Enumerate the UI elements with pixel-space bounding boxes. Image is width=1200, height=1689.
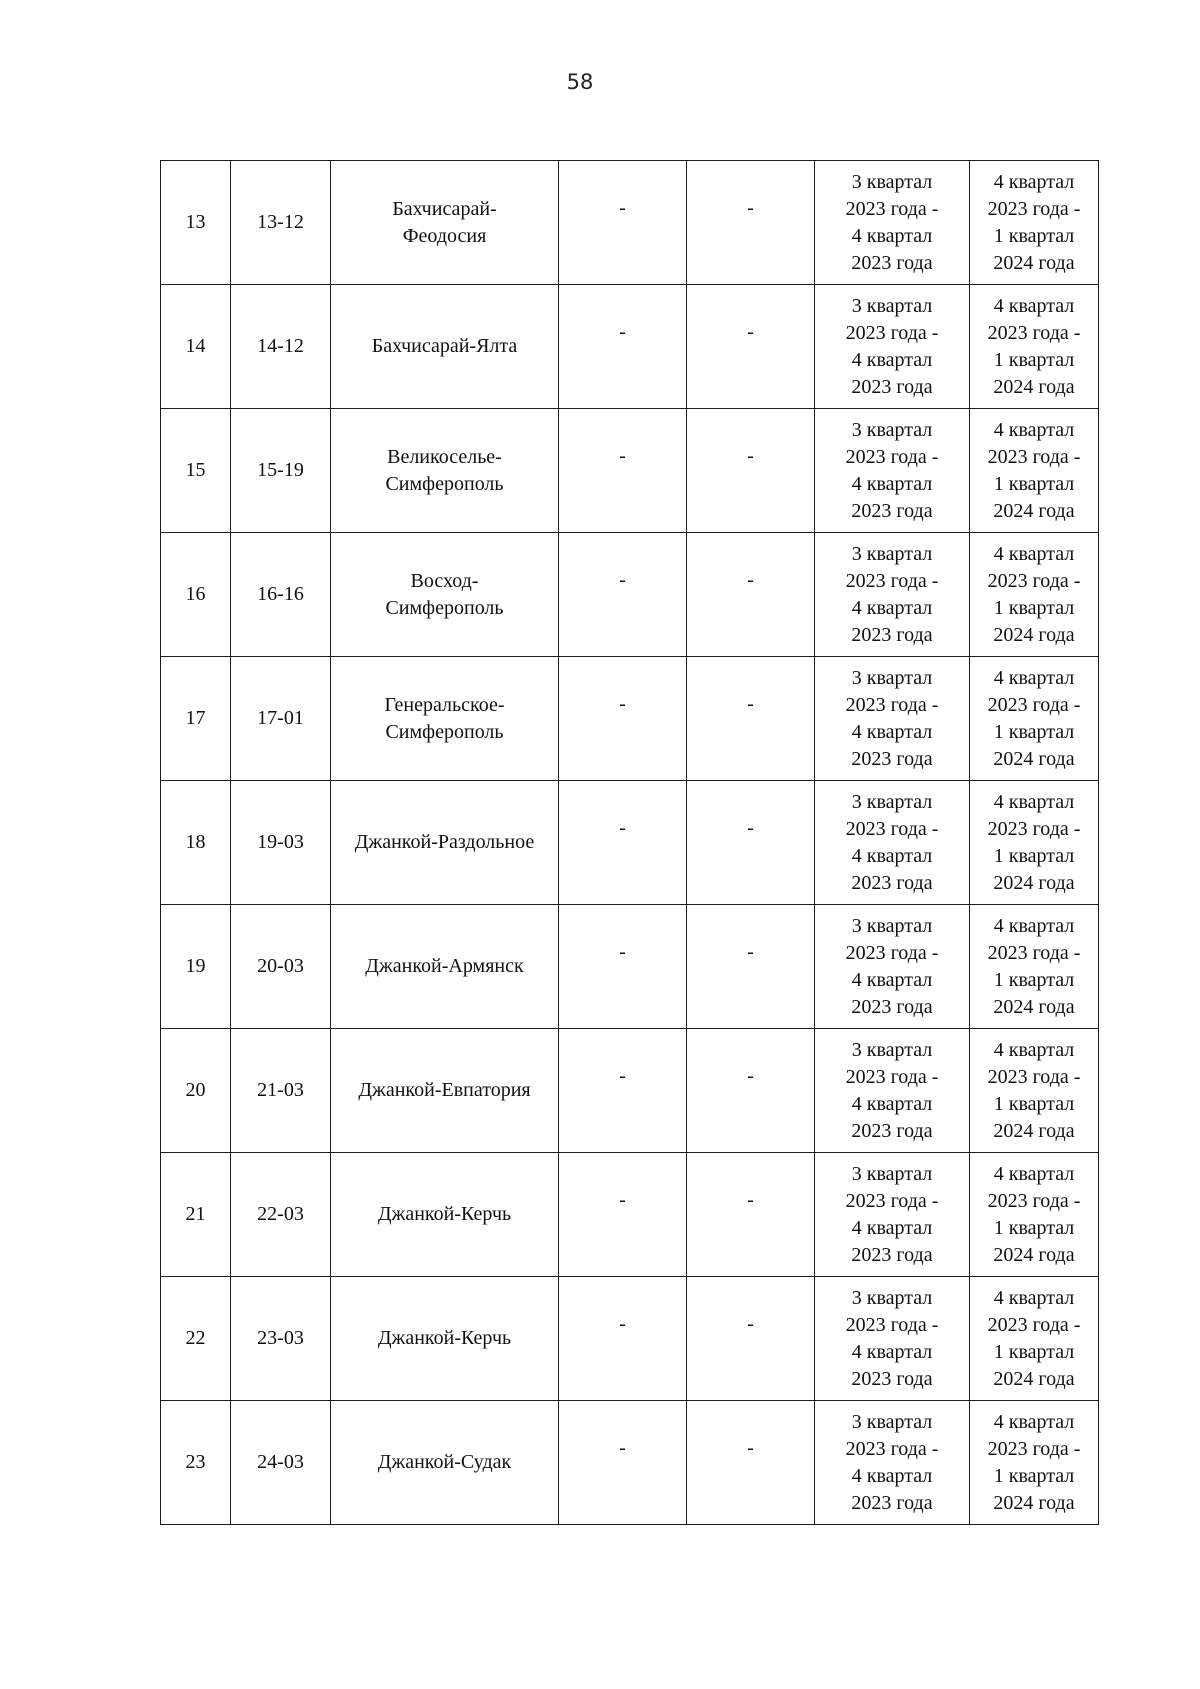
route-code-cell xyxy=(231,1277,331,1401)
route-name-text: Джанкой-Раздольное xyxy=(354,831,535,853)
row-number-text: 22 xyxy=(185,1327,206,1349)
row-number-cell xyxy=(161,1277,231,1401)
route-code-text: 24-03 xyxy=(257,1451,304,1473)
column-b-text: - xyxy=(747,569,754,591)
column-b-cell xyxy=(687,409,815,533)
start-period-cell xyxy=(815,409,970,533)
end-period-cell xyxy=(970,1153,1099,1277)
route-name-text: Джанкой-Евпатория xyxy=(358,1079,531,1101)
column-a-text: - xyxy=(619,941,626,963)
row-number-cell xyxy=(161,409,231,533)
column-a-text: - xyxy=(619,1313,626,1335)
end-period-text: 4 квартал 2023 года - 1 квартал 2024 года xyxy=(987,294,1081,398)
column-a-cell xyxy=(559,1277,687,1401)
end-period-cell xyxy=(970,409,1099,533)
end-period-cell xyxy=(970,1029,1099,1153)
route-name-cell xyxy=(331,781,559,905)
route-name-cell xyxy=(331,161,559,285)
start-period-cell xyxy=(815,1277,970,1401)
column-a-text: - xyxy=(619,817,626,839)
end-period-cell xyxy=(970,657,1099,781)
column-b-cell xyxy=(687,533,815,657)
end-period-cell xyxy=(970,905,1099,1029)
route-code-cell xyxy=(231,1401,331,1525)
column-b-cell xyxy=(687,1401,815,1525)
column-a-cell xyxy=(559,657,687,781)
row-number-text: 15 xyxy=(185,459,206,481)
start-period-text: 3 квартал 2023 года - 4 квартал 2023 года xyxy=(845,914,939,1018)
start-period-text: 3 квартал 2023 года - 4 квартал 2023 года xyxy=(845,790,939,894)
route-name-text: Восход- Симферополь xyxy=(385,569,504,619)
column-b-text: - xyxy=(747,1437,754,1459)
column-b-cell xyxy=(687,657,815,781)
route-name-text: Джанкой-Судак xyxy=(377,1451,512,1473)
end-period-cell xyxy=(970,1401,1099,1525)
route-code-cell xyxy=(231,1153,331,1277)
table-row xyxy=(161,905,1099,1029)
column-a-text: - xyxy=(619,569,626,591)
route-name-cell xyxy=(331,657,559,781)
column-b-text: - xyxy=(747,693,754,715)
row-number-cell xyxy=(161,161,231,285)
column-b-cell xyxy=(687,1153,815,1277)
route-name-text: Джанкой-Армянск xyxy=(365,955,524,977)
start-period-text: 3 квартал 2023 года - 4 квартал 2023 года xyxy=(845,418,939,522)
column-a-text: - xyxy=(619,1189,626,1211)
start-period-cell xyxy=(815,905,970,1029)
column-b-text: - xyxy=(747,321,754,343)
column-a-cell xyxy=(559,285,687,409)
row-number-text: 21 xyxy=(185,1203,206,1225)
column-a-text: - xyxy=(619,197,626,219)
table-row xyxy=(161,161,1099,285)
column-b-cell xyxy=(687,285,815,409)
start-period-text: 3 квартал 2023 года - 4 квартал 2023 года xyxy=(845,170,939,274)
column-b-text: - xyxy=(747,1065,754,1087)
table-row xyxy=(161,1277,1099,1401)
route-code-text: 14-12 xyxy=(257,335,304,357)
end-period-text: 4 квартал 2023 года - 1 квартал 2024 года xyxy=(987,542,1081,646)
column-a-text: - xyxy=(619,321,626,343)
row-number-cell xyxy=(161,657,231,781)
row-number-cell xyxy=(161,1029,231,1153)
table-row xyxy=(161,781,1099,905)
start-period-cell xyxy=(815,161,970,285)
column-a-text: - xyxy=(619,1437,626,1459)
route-code-cell xyxy=(231,285,331,409)
start-period-text: 3 квартал 2023 года - 4 квартал 2023 года xyxy=(845,666,939,770)
start-period-cell xyxy=(815,1153,970,1277)
start-period-cell xyxy=(815,285,970,409)
route-name-cell xyxy=(331,409,559,533)
row-number-cell xyxy=(161,533,231,657)
route-code-text: 22-03 xyxy=(257,1203,304,1225)
row-number-cell xyxy=(161,905,231,1029)
end-period-cell xyxy=(970,161,1099,285)
row-number-cell xyxy=(161,781,231,905)
column-b-cell xyxy=(687,1277,815,1401)
column-b-cell xyxy=(687,781,815,905)
route-code-cell xyxy=(231,905,331,1029)
route-schedule-table xyxy=(160,160,1099,1525)
row-number-text: 16 xyxy=(185,583,206,605)
route-name-text: Бахчисарай-Ялта xyxy=(371,335,518,357)
column-b-text: - xyxy=(747,941,754,963)
route-name-cell xyxy=(331,905,559,1029)
start-period-cell xyxy=(815,781,970,905)
route-code-cell xyxy=(231,161,331,285)
route-name-cell xyxy=(331,1277,559,1401)
row-number-text: 23 xyxy=(185,1451,206,1473)
column-a-cell xyxy=(559,1153,687,1277)
start-period-cell xyxy=(815,1029,970,1153)
end-period-text: 4 квартал 2023 года - 1 квартал 2024 года xyxy=(987,1286,1081,1390)
column-a-text: - xyxy=(619,693,626,715)
row-number-cell xyxy=(161,285,231,409)
end-period-text: 4 квартал 2023 года - 1 квартал 2024 года xyxy=(987,170,1081,274)
route-code-text: 20-03 xyxy=(257,955,304,977)
row-number-cell xyxy=(161,1401,231,1525)
start-period-text: 3 квартал 2023 года - 4 квартал 2023 года xyxy=(845,1286,939,1390)
start-period-text: 3 квартал 2023 года - 4 квартал 2023 года xyxy=(845,294,939,398)
column-a-cell xyxy=(559,533,687,657)
end-period-text: 4 квартал 2023 года - 1 квартал 2024 года xyxy=(987,790,1081,894)
row-number-text: 18 xyxy=(185,831,206,853)
table-row xyxy=(161,1153,1099,1277)
table-row xyxy=(161,1029,1099,1153)
row-number-cell xyxy=(161,1153,231,1277)
column-b-text: - xyxy=(747,197,754,219)
route-code-text: 13-12 xyxy=(257,211,304,233)
column-b-text: - xyxy=(747,817,754,839)
end-period-cell xyxy=(970,781,1099,905)
start-period-cell xyxy=(815,533,970,657)
start-period-text: 3 квартал 2023 года - 4 квартал 2023 года xyxy=(845,1038,939,1142)
end-period-cell xyxy=(970,1277,1099,1401)
end-period-text: 4 квартал 2023 года - 1 квартал 2024 года xyxy=(987,1038,1081,1142)
end-period-text: 4 квартал 2023 года - 1 квартал 2024 года xyxy=(987,914,1081,1018)
table-row xyxy=(161,1401,1099,1525)
route-name-cell xyxy=(331,285,559,409)
route-name-text: Великоселье- Симферополь xyxy=(385,445,504,495)
row-number-text: 13 xyxy=(185,211,206,233)
column-a-text: - xyxy=(619,1065,626,1087)
row-number-text: 19 xyxy=(185,955,206,977)
row-number-text: 17 xyxy=(185,707,206,729)
column-a-cell xyxy=(559,781,687,905)
start-period-cell xyxy=(815,657,970,781)
route-code-cell xyxy=(231,409,331,533)
column-b-text: - xyxy=(747,445,754,467)
column-a-text: - xyxy=(619,445,626,467)
route-name-cell xyxy=(331,1029,559,1153)
route-schedule-body xyxy=(161,161,1099,1525)
table-row xyxy=(161,285,1099,409)
column-a-cell xyxy=(559,905,687,1029)
column-a-cell xyxy=(559,1401,687,1525)
start-period-text: 3 квартал 2023 года - 4 квартал 2023 года xyxy=(845,1162,939,1266)
end-period-text: 4 квартал 2023 года - 1 квартал 2024 года xyxy=(987,418,1081,522)
route-code-cell xyxy=(231,657,331,781)
page-number: 58 xyxy=(566,70,594,94)
table-row xyxy=(161,533,1099,657)
column-b-text: - xyxy=(747,1313,754,1335)
column-a-cell xyxy=(559,409,687,533)
route-name-text: Джанкой-Керчь xyxy=(377,1327,512,1349)
column-b-text: - xyxy=(747,1189,754,1211)
route-name-text: Генеральское- Симферополь xyxy=(384,693,505,743)
column-b-cell xyxy=(687,1029,815,1153)
route-code-cell xyxy=(231,533,331,657)
route-name-cell xyxy=(331,1401,559,1525)
row-number-text: 14 xyxy=(185,335,206,357)
route-code-text: 23-03 xyxy=(257,1327,304,1349)
table-row xyxy=(161,409,1099,533)
route-code-text: 16-16 xyxy=(257,583,304,605)
route-code-text: 15-19 xyxy=(257,459,304,481)
route-code-text: 21-03 xyxy=(257,1079,304,1101)
start-period-text: 3 квартал 2023 года - 4 квартал 2023 года xyxy=(845,1410,939,1514)
end-period-text: 4 квартал 2023 года - 1 квартал 2024 года xyxy=(987,1162,1081,1266)
start-period-text: 3 квартал 2023 года - 4 квартал 2023 года xyxy=(845,542,939,646)
column-a-cell xyxy=(559,1029,687,1153)
start-period-cell xyxy=(815,1401,970,1525)
route-code-cell xyxy=(231,1029,331,1153)
end-period-cell xyxy=(970,285,1099,409)
end-period-cell xyxy=(970,533,1099,657)
row-number-text: 20 xyxy=(185,1079,206,1101)
column-a-cell xyxy=(559,161,687,285)
route-name-text: Джанкой-Керчь xyxy=(377,1203,512,1225)
end-period-text: 4 квартал 2023 года - 1 квартал 2024 года xyxy=(987,666,1081,770)
column-b-cell xyxy=(687,905,815,1029)
table-row xyxy=(161,657,1099,781)
column-b-cell xyxy=(687,161,815,285)
end-period-text: 4 квартал 2023 года - 1 квартал 2024 года xyxy=(987,1410,1081,1514)
route-name-cell xyxy=(331,1153,559,1277)
route-name-text: Бахчисарай- Феодосия xyxy=(392,197,497,247)
route-name-cell xyxy=(331,533,559,657)
route-code-text: 19-03 xyxy=(257,831,304,853)
route-code-text: 17-01 xyxy=(257,707,304,729)
route-code-cell xyxy=(231,781,331,905)
